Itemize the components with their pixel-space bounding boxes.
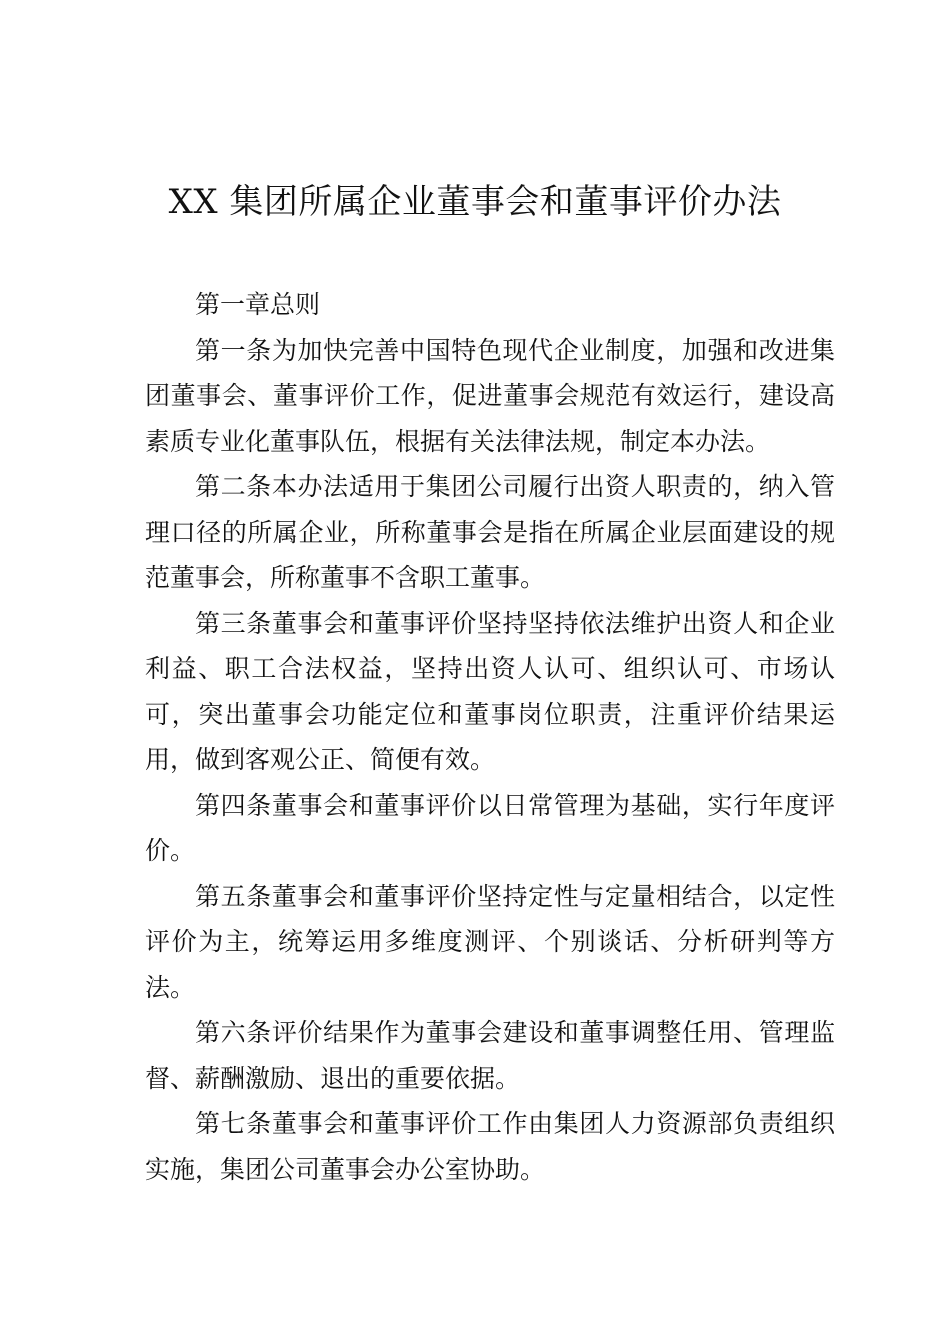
article-6-paragraph: 第六条评价结果作为董事会建设和董事调整任用、管理监督、薪酬激励、退出的重要依据。 bbox=[145, 1018, 835, 1093]
document-title: XX 集团所属企业董事会和董事评价办法 bbox=[168, 182, 782, 222]
article-5-paragraph: 第五条董事会和董事评价坚持定性与定量相结合，以定性评价为主，统筹运用多维度测评、个别谈话、分析研判等方法。 bbox=[145, 881, 835, 1002]
article-2-paragraph: 第二条本办法适用于集团公司履行出资人职责的，纳入管理口径的所属企业，所称董事会是指在所属企业层面建设的规范董事会，所称董事不含职工董事。 bbox=[145, 472, 835, 592]
article-3-paragraph: 第三条董事会和董事评价坚持坚持依法维护出资人和企业利益、职工合法权益，坚持出资人认可、组织认可、市场认可，突出董事会功能定位和董事岗位职责，注重评价结果运用，做到客观公正、简便有效。 bbox=[145, 608, 835, 774]
document-body bbox=[145, 282, 835, 1192]
chapter-heading: 第一章总则 bbox=[195, 290, 321, 319]
article-1-paragraph: 第一条为加快完善中国特色现代企业制度，加强和改进集团董事会、董事评价工作，促进董事会规范有效运行，建设高素质专业化董事队伍，根据有关法律法规，制定本办法。 bbox=[145, 335, 835, 456]
article-4-paragraph: 第四条董事会和董事评价以日常管理为基础，实行年度评价。 bbox=[145, 790, 835, 865]
article-7-paragraph: 第七条董事会和董事评价工作由集团人力资源部负责组织实施，集团公司董事会办公室协助。 bbox=[145, 1109, 835, 1184]
